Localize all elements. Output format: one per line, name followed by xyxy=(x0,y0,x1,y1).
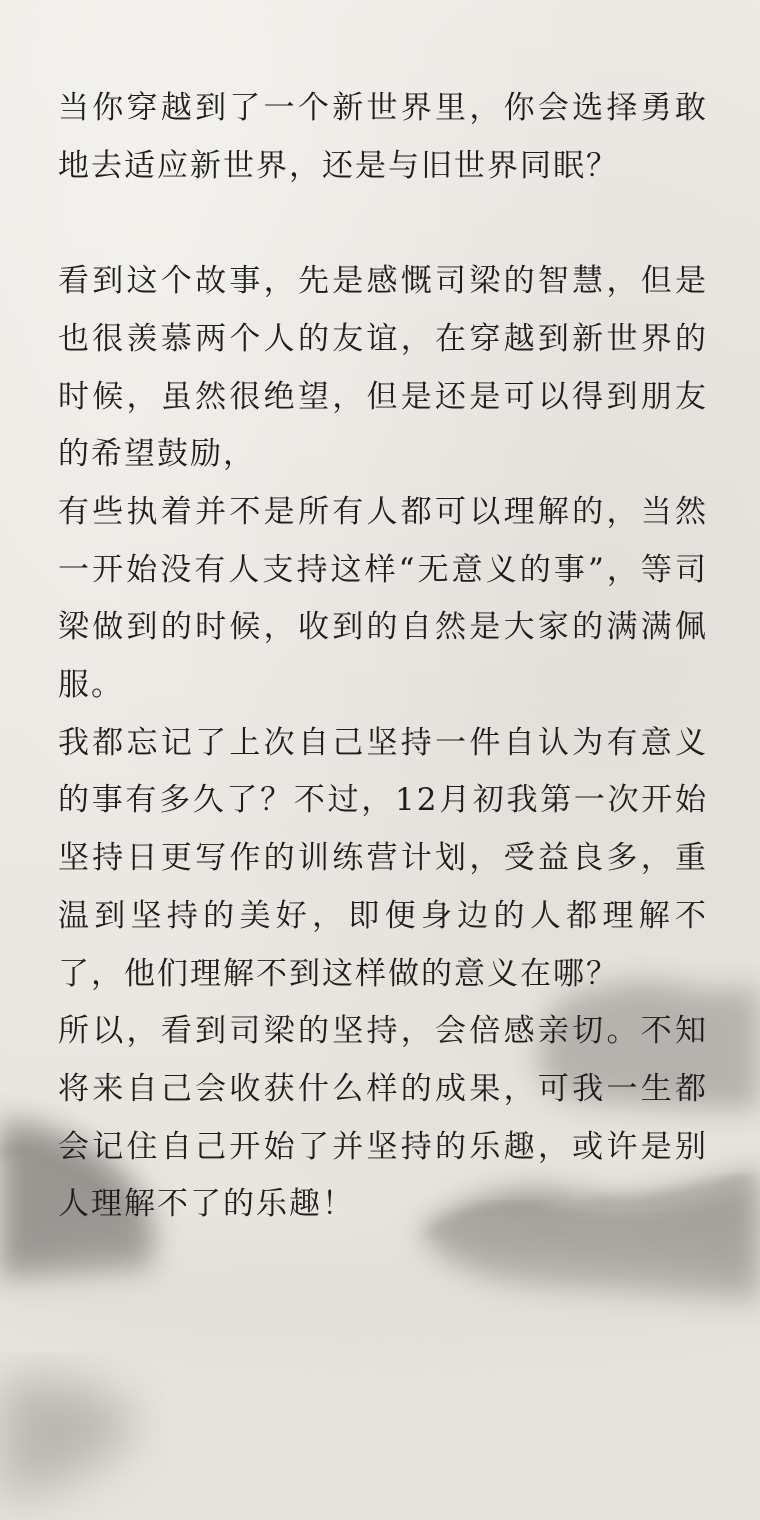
paragraph-1: 看到这个故事，先是感慨司梁的智慧，但是也很羡慕两个人的友谊，在穿越到新世界的时候，虽然很绝望，但是还是可以得到朋友的希望鼓励， xyxy=(58,263,708,473)
paragraph-2: 有些执着并不是所有人都可以理解的，当然一开始没有人支持这样“无意义的事”，等司梁做到的时候，收到的自然是大家的满满佩服。 xyxy=(58,493,708,704)
paragraph-4: 所以，看到司梁的坚持，会倍感亲切。不知将来自己会收获什么样的成果，可我一生都会记住自己开始了并坚持的乐趣，或许是别人理解不了的乐趣！ xyxy=(58,1013,708,1223)
lower-left-ink xyxy=(0,1377,140,1500)
article-body xyxy=(58,80,708,1234)
paragraph-gap xyxy=(58,195,708,253)
paragraph-3: 我都忘记了上次自己坚持一件自认为有意义的事有多久了？不过，12月初我第一次开始坚持日更写作的训练营计划，受益良多，重温到坚持的美好，即便身边的人都理解不了，他们理解不到这样做的意义在哪？ xyxy=(58,724,708,992)
mist-band xyxy=(0,1240,760,1360)
intro-paragraph: 当你穿越到了一个新世界里，你会选择勇敢地去适应新世界，还是与旧世界同眠？ xyxy=(58,90,708,184)
